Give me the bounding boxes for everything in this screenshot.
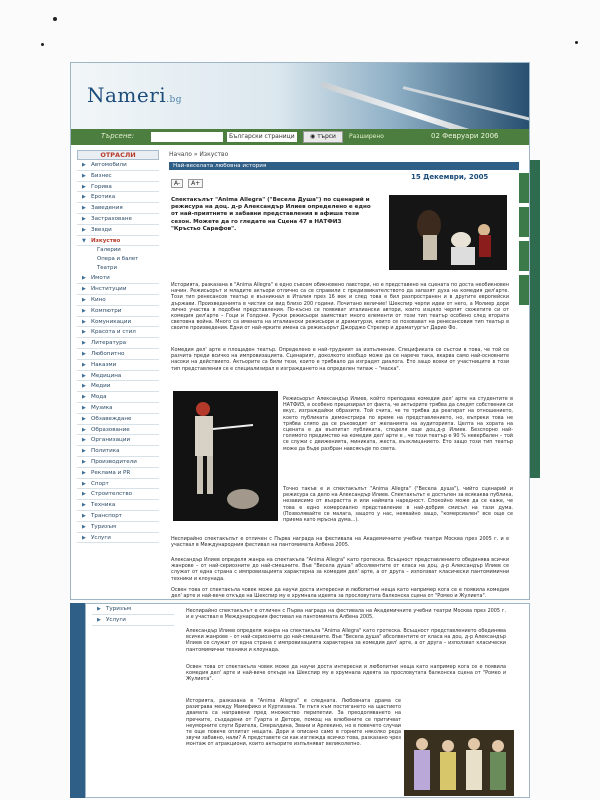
sidebar-item-label: Институции — [91, 286, 127, 293]
current-date: 02 Февруари 2006 — [431, 132, 499, 140]
sidebar-item[interactable] — [77, 435, 159, 446]
sidebar-item-label: Туризъм — [106, 606, 132, 612]
sidebar — [77, 150, 159, 543]
chevron-right-icon: ▶ — [82, 458, 86, 465]
sidebar-item-label: Горива — [91, 183, 112, 190]
sidebar-item-label: Мода — [91, 394, 107, 401]
sidebar-item-label: Бизнес — [91, 172, 112, 179]
sidebar-item-label: Наказми — [91, 361, 117, 368]
font-increase-button[interactable]: A+ — [188, 179, 203, 188]
chevron-right-icon: ▶ — [82, 512, 86, 519]
chevron-right-icon: ▶ — [82, 448, 86, 455]
sidebar-item[interactable] — [77, 306, 159, 317]
side-tab[interactable] — [519, 275, 529, 305]
sidebar-item[interactable] — [77, 236, 159, 247]
sidebar-item-label: Красота и стил — [91, 329, 136, 336]
scan-dot — [53, 17, 57, 21]
chevron-right-icon: ▶ — [82, 404, 86, 411]
chevron-right-icon: ▶ — [82, 275, 86, 282]
chevron-right-icon: ▶ — [82, 226, 86, 233]
sidebar-item-label: Спорт — [91, 480, 109, 487]
chevron-right-icon: ▶ — [82, 437, 86, 444]
sidebar-item-label: Музика — [91, 404, 113, 411]
logo-text: Nameri — [87, 83, 167, 107]
sidebar-item[interactable] — [77, 360, 159, 371]
sidebar-item-label: Туризъм — [91, 523, 117, 530]
sidebar-item[interactable] — [77, 214, 159, 225]
sidebar-item[interactable] — [77, 349, 159, 360]
page2-left-band — [70, 603, 85, 798]
chevron-right-icon: ▶ — [82, 340, 86, 347]
website-page-continued — [85, 603, 530, 798]
section-header — [169, 162, 519, 170]
sidebar-item[interactable] — [92, 604, 174, 615]
article-paragraph: Историята, разказана в "Anima Allegra" е едно съвсем обикновено лавстори, но е представено на сцената по доста необикновен начин. Режисьорът и младите актьори отлично са се справили с предизвикателството да запазят духа на комедия дел'арте. Този тип ренесансов театър е възникнал в Италия през 16 век и след това е бил разпространен и в другите европейски държави. Произведенията в чистия си вид близо 200 години. Почитано величие! Шекспир черпи идеи от него, а Молиер дори лично участва в подобни представления. По-късно се появяват италиански автори, които изцяло черпят сюжетите си от комедия дел'арте – Гоци и Голдони. Руски режисьори заимстват много елементи от този тип театър особено след втората световна война. Много са имената на италиански режисьори и драматурзи, които се позовават на ренесансовия тип театър в своите произведения. Едни от най-ярките имена са режисьорът Джорджо Стрелер и драматургът Дарио Фо. — [171, 282, 509, 332]
sidebar-item-label: Техника — [91, 502, 116, 509]
website-page — [70, 62, 530, 600]
sidebar-item-label: Транспорт — [91, 512, 123, 519]
sidebar-item[interactable] — [77, 403, 159, 414]
sidebar-item[interactable] — [77, 327, 159, 338]
sidebar-item[interactable] — [77, 381, 159, 392]
sidebar-item[interactable] — [77, 192, 159, 203]
search-scope-select[interactable]: Български страници — [227, 132, 297, 142]
right-side-tabs — [519, 173, 529, 309]
search-button[interactable] — [303, 131, 343, 143]
article-paragraph: Александър Илиев определя жанра на спектакъла "Anima Allegra" като гротеска. Всъщност представлението обединява всички жанрове – от най-сериозните до най-смешните. Във "Весела душа" абсолвентите от класа на доц. д-р Александър Илиев се служат от една страна с импровизацията характерна за комедия дел' арте, а от друга – използват класически пантомимични техники и клоунада. — [186, 628, 506, 653]
article-date: 15 Декември, 2005 — [411, 173, 489, 181]
logo-suffix: .bg — [166, 95, 183, 105]
sidebar-subitem[interactable]: Театри — [97, 265, 117, 272]
advanced-search-link[interactable]: Разширено — [349, 133, 384, 140]
side-tab[interactable] — [519, 173, 529, 203]
sidebar-subitem[interactable]: Галерии — [97, 247, 121, 254]
article-paragraph: Освен това от спектакъла човек може да научи доста интересни и любопитни неща като например кога се е появила комедия дел' арте и най-вече откъде на Шекспир му е хрумнала идеята за прословутата балконска сцена от "Ромео и Жулиета". — [186, 664, 506, 683]
chevron-right-icon: ▶ — [82, 491, 86, 498]
section-title: Най-веселата любовна история — [173, 163, 267, 169]
sidebar-item-label: Звезди — [91, 226, 112, 233]
chevron-right-icon: ▶ — [82, 215, 86, 222]
sidebar-item[interactable] — [77, 182, 159, 193]
chevron-right-icon: ▶ — [82, 469, 86, 476]
font-size-controls — [171, 179, 206, 188]
sidebar-item-label: Организации — [91, 437, 131, 444]
sidebar-continued — [92, 604, 174, 626]
sidebar-item[interactable] — [77, 284, 159, 295]
sidebar-item[interactable] — [92, 615, 174, 626]
article-paragraph: Комедия дел' арте е площаден театър. Определено е най-трудният за изпълнение. Спецификата се състои в това, че той се разчита преди всичко на импровизацията. Сценарият, доколкото изобщо може да се нарече така, вкарва само най-основните насоки на действието. Актьорите са били тези, които е трябвало да изградят диалога. Ето защо всеки от участниците в този тип представления се е специализирал в изграждането на определен типаж – "маска". — [171, 347, 509, 372]
sidebar-item-label: Производители — [91, 458, 137, 465]
sidebar-item[interactable] — [77, 160, 159, 171]
sidebar-item-label: Услуги — [106, 616, 126, 623]
sidebar-item-label: Образование — [91, 426, 130, 433]
search-icon: ◉ — [310, 133, 318, 140]
sidebar-item[interactable] — [77, 338, 159, 349]
sidebar-item-label: Кино — [91, 296, 106, 303]
sidebar-item[interactable] — [77, 317, 159, 328]
search-button-label: търси — [317, 133, 336, 140]
side-tab[interactable] — [519, 207, 529, 237]
chevron-right-icon: ▶ — [82, 502, 86, 509]
chevron-right-icon: ▶ — [82, 307, 86, 314]
sidebar-item[interactable] — [77, 468, 159, 479]
sidebar-item[interactable] — [77, 533, 159, 544]
sidebar-list — [92, 604, 174, 626]
sidebar-item[interactable] — [77, 225, 159, 236]
sidebar-item-label: Компютри — [91, 307, 122, 314]
sidebar-item[interactable] — [77, 511, 159, 522]
chevron-right-icon: ▶ — [82, 172, 86, 179]
search-bar — [71, 129, 530, 145]
right-edge-bar — [530, 160, 540, 478]
sidebar-item-label: Застраховане — [91, 215, 132, 222]
sidebar-item-label: Медицина — [91, 372, 122, 379]
stage-photo — [389, 195, 507, 270]
scan-dot — [41, 43, 44, 46]
side-tab[interactable] — [519, 241, 529, 271]
sidebar-item-label: Строителство — [91, 491, 133, 498]
scan-dot — [575, 41, 578, 44]
sidebar-item[interactable] — [77, 414, 159, 425]
sidebar-item[interactable] — [77, 522, 159, 533]
sidebar-item-label: Медии — [91, 383, 111, 390]
sidebar-item-label: Заведения — [91, 205, 123, 212]
actor-photo — [173, 391, 278, 521]
article-paragraph: Точно такъв е и спектакълът "Anima Allegra" ("Весела душа"), чийто сценарий и режисура са дело на Александър Илиев. Спектакълът е достъпен за всякаква публика, независимо от възрастта и или наймата наредност. Спокойно може да се каже, че това е едно комерсиално представление в най-добрия смисъл на тази дума. (Позволявайте се малага, защото у нас, неявайно защо, "комерсиален" все още се приема като мръсна дума...). — [283, 486, 513, 524]
chevron-right-icon: ▶ — [82, 350, 86, 357]
sidebar-item-label: Обзавеждане — [91, 415, 132, 422]
chevron-right-icon: ▶ — [82, 183, 86, 190]
site-logo[interactable] — [87, 83, 182, 107]
chevron-right-icon: ▶ — [82, 523, 86, 530]
sidebar-item[interactable] — [77, 295, 159, 306]
chevron-right-icon: ▶ — [97, 616, 101, 623]
chevron-right-icon: ▶ — [82, 426, 86, 433]
chevron-right-icon: ▶ — [82, 286, 86, 293]
sidebar-item[interactable] — [77, 171, 159, 182]
chevron-right-icon: ▶ — [82, 361, 86, 368]
sidebar-item[interactable] — [77, 203, 159, 214]
sidebar-list — [77, 160, 159, 543]
sidebar-item-label: Еротика — [91, 194, 116, 201]
chevron-right-icon: ▶ — [82, 296, 86, 303]
sidebar-item[interactable] — [77, 457, 159, 468]
sidebar-item[interactable] — [77, 371, 159, 382]
chevron-right-icon: ▶ — [82, 318, 86, 325]
sidebar-item[interactable] — [77, 392, 159, 403]
article-lead: Спектакълът "Anima Allegra" ("Весела Душа") по сценарий и режисура на доц. д-р Александър Илиев определено е едно от най-приятните и забавни представления в афиша тези сезон. Можете да го гледате на Сцена 47 в НАТФИЗ "Кръстьо Сарафов". — [171, 197, 371, 232]
search-label: Търсене: — [101, 132, 135, 140]
sidebar-title: ОТРАСЛИ — [77, 150, 159, 160]
site-header — [71, 63, 530, 129]
sidebar-item-label: Изкуство — [91, 237, 121, 244]
chevron-right-icon: ▶ — [82, 480, 86, 487]
chevron-right-icon: ▶ — [82, 394, 86, 401]
chevron-right-icon: ▶ — [82, 415, 86, 422]
article-paragraph: Неспирайно спектакълът е отличен с Първа награда на фестивала на Академичните учебни театри Москва през 2005 г. и е участвал в Международния фестивал на пантомимата Албена 2005. — [186, 608, 506, 621]
chevron-right-icon: ▶ — [97, 606, 101, 612]
breadcrumb[interactable]: Начало » Изкуство — [169, 151, 229, 158]
sidebar-item-label: Политика — [91, 448, 120, 455]
sidebar-item[interactable] — [77, 446, 159, 457]
sidebar-item-label: Литература — [91, 340, 127, 347]
chevron-right-icon: ▶ — [82, 205, 86, 212]
search-input[interactable] — [151, 132, 223, 142]
sidebar-subitem[interactable]: Опера и балет — [97, 256, 139, 263]
sidebar-item-label: Комуникации — [91, 318, 132, 325]
sidebar-item[interactable] — [77, 273, 159, 284]
sidebar-item-label: Любопитно — [91, 350, 125, 357]
sidebar-item[interactable] — [77, 489, 159, 500]
chevron-down-icon: ▼ — [82, 237, 86, 244]
chevron-right-icon: ▶ — [82, 534, 86, 541]
font-decrease-button[interactable]: A- — [171, 179, 183, 188]
article-paragraph: Александър Илиев определя жанра на спектакъла "Anima Allegra" като гротеска. Всъщност представлението обединява всички жанрове – от най-сериозните до най-смешните. Във "Весела душа" абсолвентите от класа на доц. д-р Александър Илиев се служат от една страна с импровизацията характерна за комедия дел' арте, а от друга – използват класически пантомимични техники и клоунада. — [171, 557, 509, 582]
article-paragraph: Режисьорът Александър Илиев, който преподава комедия дел' арте на студентите в НАТФИЗ, е особено прецизирал от факта, че актьорите трябва да следят собствения си вкус, изграждайки образите. Той счита, че те трябва да реагират на отношението, което публиката демонстрира по време на представлението, но, въпреки това не трябва сляпо да се ръководят от желанията на аудиторията. Целта на хората на сцената е да възпитат публиката, споделя още доц.д-р Илиев. Безспорно най-голямото предимство на комедия дел' арте е , че този театър е 90 % невербален – той се служи с движенията, миниката, жеста, възклицанието. Ето защо този тип театър може да бъде разбран навсякъде по света. — [283, 396, 513, 452]
sidebar-item-label: Услуги — [91, 534, 111, 541]
chevron-right-icon: ▶ — [82, 372, 86, 379]
chevron-right-icon: ▶ — [82, 194, 86, 201]
article-paragraph: Историята, разказана в "Anima Allegra" е следната. Любовната драма се разиграва между Мамефико и Куртизана. Те пътя към постигането на щастието двамата са направени пред множество перипетии. За преодоляването на пречките, създадени от Гуарта и Деторе, помощ на влюбените се притичват неуморните слуги Бригела, Смералдина, Звани и Арлекино, но в повечето случаи те още повече оплитат нещата. Дори и описано само в горните няколко реда звучи забавно, нали? А представете си как изглежда всичко това, разказано чрез монтаж от атракциони, които актьорите изпълняват великолепно. — [186, 698, 401, 748]
article-paragraph: Неспирайно спектакълът е отличен с Първа награда на фестивала на Академичните учебни театри Москва през 2005 г. и е участвал в Международния фестивал на пантомимата Албена 2005. — [171, 536, 509, 549]
sidebar-item-label: Автомобили — [91, 162, 127, 168]
chevron-right-icon: ▶ — [82, 329, 86, 336]
article-paragraph: Освен това от спектакъла човек може да научи доста интересни и любопитни неща като например кога се е появила комедия дел' арте и най-вече откъде на Шекспир му е хрумнала идеята за прословутата балконска сцена от "Ромео и Жулиета". — [171, 587, 509, 600]
pen-graphic — [320, 81, 522, 129]
sidebar-item[interactable] — [77, 425, 159, 436]
sidebar-item-label: Имоти — [91, 275, 110, 282]
chevron-right-icon: ▶ — [82, 383, 86, 390]
costume-photo — [404, 730, 514, 796]
sidebar-item[interactable] — [77, 479, 159, 490]
chevron-right-icon: ▶ — [82, 162, 86, 168]
sidebar-item[interactable] — [77, 500, 159, 511]
sidebar-item-label: Реклама и PR — [91, 469, 131, 476]
